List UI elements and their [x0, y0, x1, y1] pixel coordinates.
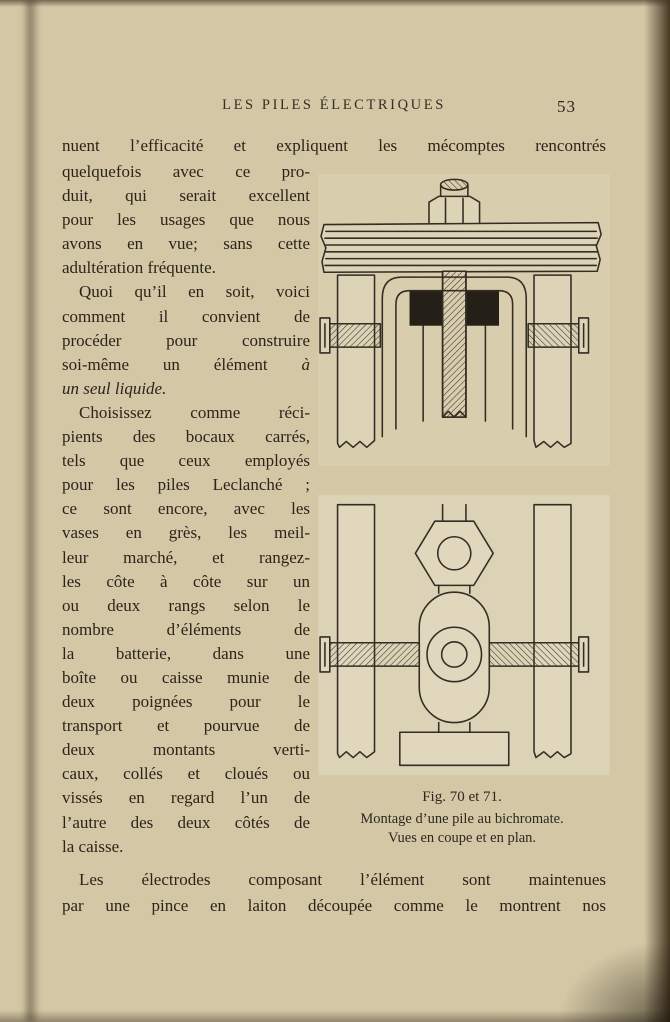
text-and-figure-columns	[62, 160, 606, 859]
page-number: 53	[557, 97, 576, 116]
right-plate-plan	[534, 505, 571, 758]
text-line: deux montants verti-	[62, 740, 310, 760]
text-line: transport et pourvue de	[62, 716, 310, 736]
figure-caption	[318, 787, 606, 848]
text-line: Quoi qu’il en soit, voici	[79, 282, 310, 302]
text-line: caux, collés et cloués ou	[62, 764, 310, 784]
left-screw-shaft	[330, 324, 381, 347]
bolt-tip	[441, 179, 468, 190]
left-screw-shaft-plan	[330, 643, 419, 666]
clamp-body-plan	[419, 592, 489, 722]
text-line: l’autre des deux côtés de	[62, 812, 310, 832]
text-line: adultération fréquente.	[62, 258, 216, 278]
text-line: deux poignées pour le	[62, 692, 310, 712]
scan-corner-bottom-right	[560, 942, 670, 1022]
scan-edge-bottom	[0, 1010, 670, 1022]
text-line: duit, qui serait excellent	[62, 186, 310, 206]
right-screw-shaft-plan	[489, 643, 578, 666]
text-line: pients des bocaux carrés,	[62, 427, 310, 447]
text-line: nombre d’éléments de	[62, 619, 310, 639]
right-plate	[534, 275, 571, 447]
text-line: la caisse.	[62, 836, 124, 856]
figure-caption-title: Montage d’une pile au bichromate.	[360, 811, 564, 827]
text-line: boîte ou caisse munie de	[62, 667, 310, 687]
text-line: les côte à côte sur un	[62, 571, 310, 591]
scan-edge-right	[644, 0, 670, 1022]
bottom-bar	[400, 732, 509, 765]
text-line: Les électrodes composant l’élément sont maintenues	[79, 869, 606, 889]
text-line: soi-même un élément à	[62, 354, 311, 374]
scan-edge-left	[22, 0, 40, 1022]
left-column	[62, 160, 310, 859]
text-line: Choisissez comme réci-	[79, 402, 310, 422]
text-line: par une pince en laiton découpée comme le montrent nos	[62, 895, 606, 915]
hex-nut-front	[429, 196, 480, 222]
intro-line: nuent l’efficacité et expliquent les mécomptes rencontrés	[62, 136, 606, 155]
figure-caption-number: Fig. 70 et 71.	[422, 789, 502, 805]
figure-column	[310, 160, 606, 859]
page-content	[62, 0, 606, 919]
text-line: avons en vue; sans cette	[62, 234, 310, 254]
text-line: ou deux rangs selon le	[62, 595, 310, 615]
figure-fig-70-71	[318, 174, 610, 777]
figure-caption-subtitle: Vues en coupe et en plan.	[387, 830, 537, 846]
text-line: procéder pour construire	[62, 330, 310, 350]
text-line: vases en grès, les meil-	[62, 523, 310, 543]
page-header	[62, 96, 606, 118]
text-line: vissés en regard l’un de	[62, 788, 310, 808]
text-line: quelquefois avec ce pro-	[62, 162, 310, 181]
text-line: pour les piles Leclanché ;	[62, 475, 310, 495]
text-line: un seul liquide.	[62, 378, 167, 398]
text-line: ce sont encore, avec les	[62, 499, 310, 519]
left-plate	[338, 275, 375, 447]
right-screw-shaft	[528, 324, 579, 347]
text-line: tels que ceux employés	[62, 451, 310, 471]
closing-paragraph	[62, 867, 606, 919]
text-line: la batterie, dans une	[62, 643, 310, 663]
text-line: pour les usages que nous	[62, 210, 310, 230]
text-line: comment il convient de	[62, 306, 310, 326]
running-title: LES PILES ÉLECTRIQUES	[222, 97, 446, 113]
left-plate-plan	[338, 505, 375, 758]
text-line: leur marché, et rangez-	[62, 547, 310, 567]
